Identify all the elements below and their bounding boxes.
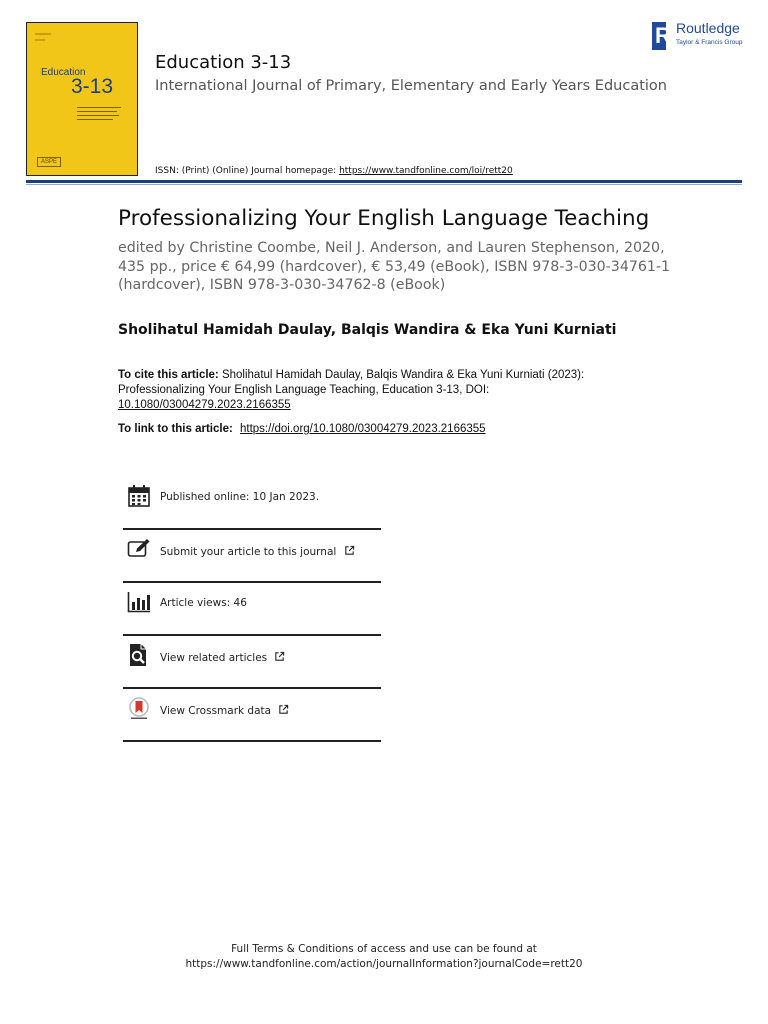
issn-line	[155, 166, 513, 176]
header-divider	[26, 180, 742, 183]
link-label: To link to this article:	[118, 423, 236, 435]
publisher-name: Routledge	[676, 20, 740, 36]
journal-cover-image	[26, 22, 138, 176]
subtitle-line: edited by Christine Coombe, Neil J. Anderson, and Lauren Stephenson, 2020,	[118, 240, 665, 256]
info-item-submit[interactable]	[123, 537, 381, 565]
article-title: Professionalizing Your English Language Teaching	[118, 206, 650, 231]
subtitle-line: 435 pp., price € 64,99 (hardcover), € 53,49 (eBook), ISBN 978-3-030-34761-1	[118, 258, 671, 275]
footer-text: Full Terms & Conditions of access and use can be found at	[231, 943, 537, 955]
subtitle-line: (hardcover), ISBN 978-3-030-34762-8 (eBook)	[118, 277, 446, 293]
info-text: View related articles	[160, 652, 268, 664]
info-divider	[123, 634, 381, 636]
article-link-line	[118, 423, 486, 435]
info-link[interactable]	[160, 545, 355, 558]
info-text: View Crossmark data	[160, 705, 272, 717]
info-text: Published online: 10 Jan 2023.	[160, 491, 320, 503]
cite-label: To cite this article:	[118, 369, 219, 381]
header-divider-thin	[26, 184, 742, 185]
footer-terms-link[interactable]: https://www.tandfonline.com/action/journalInformation?journalCode=rett20	[185, 958, 583, 970]
info-text: Submit your article to this journal	[160, 546, 337, 558]
routledge-logo-icon: R	[652, 22, 666, 50]
publisher-tagline: Taylor & Francis Group	[676, 39, 743, 46]
bar-chart-icon	[127, 590, 151, 614]
info-divider	[123, 528, 381, 530]
cover-publisher-logo: ASPE	[37, 157, 61, 167]
external-link-icon	[274, 651, 285, 662]
info-divider	[123, 740, 381, 742]
citation-block	[118, 368, 588, 413]
journal-homepage-link[interactable]: https://www.tandfonline.com/loi/rett20	[339, 166, 513, 176]
info-item-crossmark[interactable]	[123, 696, 381, 724]
info-divider	[123, 687, 381, 689]
article-subtitle	[118, 239, 678, 295]
issn-text: ISSN: (Print) (Online) Journal homepage:	[155, 166, 340, 176]
external-link-icon	[344, 545, 355, 556]
document-search-icon	[127, 643, 151, 667]
info-item-related[interactable]	[123, 643, 381, 671]
info-text: Article views: 46	[160, 597, 247, 609]
article-authors: Sholihatul Hamidah Daulay, Balqis Wandira & Eka Yuni Kurniati	[118, 322, 617, 338]
calendar-icon	[127, 484, 151, 508]
cover-title-big: 3-13	[71, 75, 114, 98]
info-link[interactable]	[160, 704, 289, 717]
footer	[0, 942, 768, 972]
external-link-icon	[278, 704, 289, 715]
cite-text: Sholihatul Hamidah Daulay, Balqis Wandira & Eka Yuni Kurniati (2023): Professionalizing Your English Language Teaching, Education 3-13, DOI:	[118, 369, 585, 396]
info-item-views	[123, 590, 381, 618]
article-doi-link[interactable]: https://doi.org/10.1080/03004279.2023.2166355	[240, 423, 486, 435]
edit-icon	[127, 537, 151, 561]
cite-doi-link[interactable]: 10.1080/03004279.2023.2166355	[118, 399, 291, 411]
journal-title: Education 3-13	[155, 52, 292, 73]
crossmark-icon	[127, 696, 151, 720]
info-link[interactable]	[160, 651, 285, 664]
info-item-published	[123, 484, 381, 512]
journal-subtitle: International Journal of Primary, Elementary and Early Years Education	[155, 78, 667, 94]
cover-title-small: Education	[41, 67, 86, 78]
info-divider	[123, 581, 381, 583]
